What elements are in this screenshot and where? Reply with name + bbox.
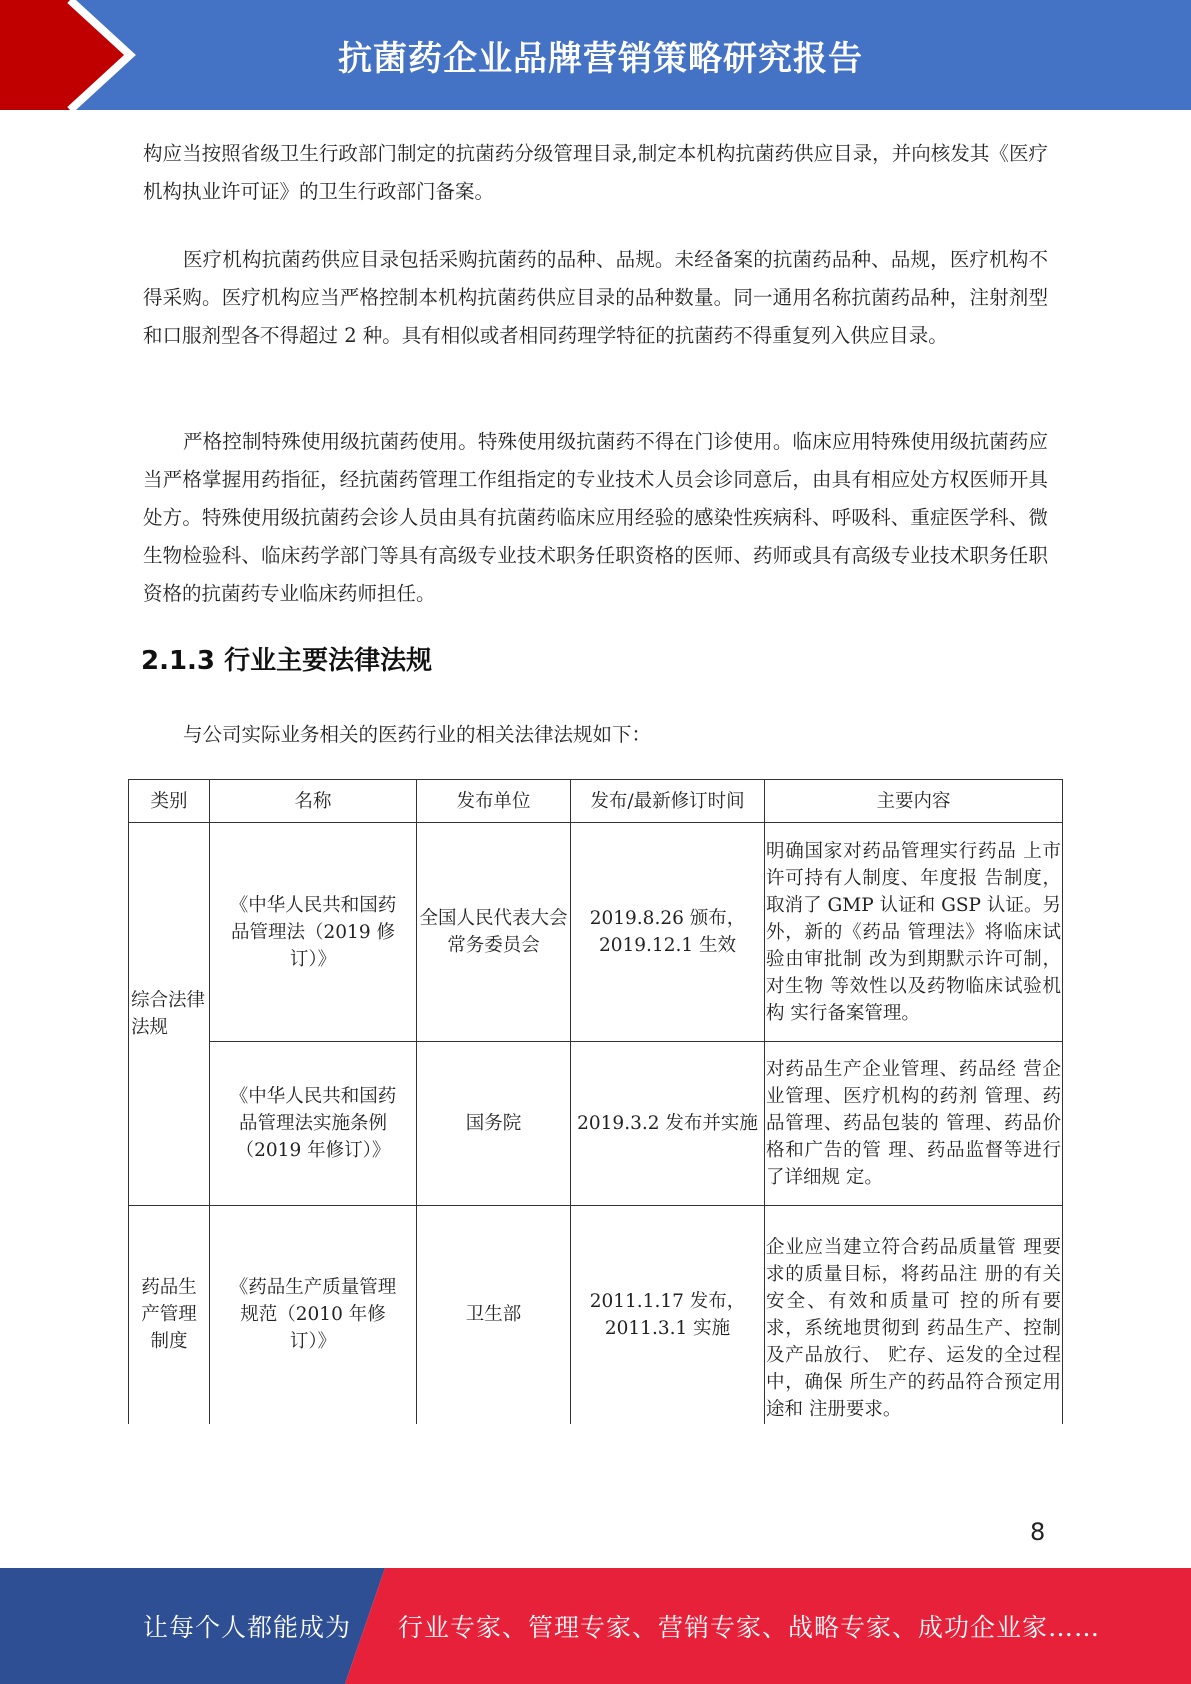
content-cell: 明确国家对药品管理实行药品 上市许可持有人制度、年度报 告制度，取消了 GMP 认证和 GSP 认证。另外，新的《药品 管理法》将临床试验由审批制 改为到期默示许可制，对生物 等效性以及药物临床试验机构 实行备案管理。	[765, 823, 1063, 1042]
law-name-cell: 《中华人民共和国药品管理法实施条例（2019 年修订）》	[210, 1042, 417, 1206]
page-header	[0, 0, 1191, 110]
header-date: 发布/最新修订时间	[571, 780, 765, 823]
law-name-cell: 《中华人民共和国药品管理法（2019 修订）》	[210, 823, 417, 1042]
issuer-cell: 全国人民代表大会常务委员会	[417, 823, 571, 1042]
report-title: 抗菌药企业品牌营销策略研究报告	[338, 38, 863, 79]
content-cell: 对药品生产企业管理、药品经 营企业管理、医疗机构的药剂 管理、药品管理、药品包装的 管理、药品价格和广告的管 理、药品监督等进行了详细规 定。	[765, 1042, 1063, 1206]
law-name-cell: 《药品生产质量管理规范（2010 年修订）》	[210, 1206, 417, 1424]
table-header-row	[129, 780, 1063, 823]
content-cell: 企业应当建立符合药品质量管 理要求的质量目标，将药品注 册的有关安全、有效和质量可 控的所有要求，系统地贯彻到 药品生产、控制及产品放行、 贮存、运发的全过程中，确保 所生产的药品符合预定用途和 注册要求。	[765, 1206, 1063, 1424]
laws-table	[128, 779, 1063, 1424]
header-category: 类别	[129, 780, 210, 823]
issuer-cell: 卫生部	[417, 1206, 571, 1424]
paragraph-2: 医疗机构抗菌药供应目录包括采购抗菌药的品种、品规。未经备案的抗菌药品种、品规，医疗机构不得采购。医疗机构应当严格控制本机构抗菌药供应目录的品种数量。同一通用名称抗菌药品种，注射剂型和口服剂型各不得超过 2 种。具有相似或者相同药理学特征的抗菌药不得重复列入供应目录。	[143, 248, 1048, 347]
header-name: 名称	[210, 780, 417, 823]
table-intro: 与公司实际业务相关的医药行业的相关法律法规如下：	[183, 723, 652, 746]
date-cell: 2019.8.26 颁布，2019.12.1 生效	[571, 823, 765, 1042]
table-row	[129, 1042, 1063, 1206]
table-row	[129, 823, 1063, 1042]
page-footer	[0, 1568, 1191, 1684]
date-cell: 2019.3.2 发布并实施	[571, 1042, 765, 1206]
footer-slogan-left: 让每个人都能成为	[143, 1613, 352, 1642]
date-cell: 2011.1.17 发布，2011.3.1 实施	[571, 1206, 765, 1424]
paragraph-1: 构应当按照省级卫生行政部门制定的抗菌药分级管理目录,制定本机构抗菌药供应目录，并向核发其《医疗机构执业许可证》的卫生行政部门备案。	[143, 142, 1048, 203]
page-number: 8	[1030, 1518, 1046, 1546]
category-cell: 综合法律法规	[129, 823, 210, 1206]
issuer-cell: 国务院	[417, 1042, 571, 1206]
section-heading: 2.1.3 行业主要法律法规	[141, 646, 433, 676]
table-row	[129, 1206, 1063, 1424]
header-content: 主要内容	[765, 780, 1063, 823]
header-issuer: 发布单位	[417, 780, 571, 823]
footer-slogan-right: 行业专家、管理专家、营销专家、战略专家、成功企业家……	[398, 1613, 1101, 1642]
paragraph-3: 严格控制特殊使用级抗菌药使用。特殊使用级抗菌药不得在门诊使用。临床应用特殊使用级抗菌药应当严格掌握用药指征，经抗菌药管理工作组指定的专业技术人员会诊同意后，由具有相应处方权医师开具处方。特殊使用级抗菌药会诊人员由具有抗菌药临床应用经验的感染性疾病科、呼吸科、重症医学科、微生物检验科、临床药学部门等具有高级专业技术职务任职资格的医师、药师或具有高级专业技术职务任职资格的抗菌药专业临床药师担任。	[143, 430, 1048, 605]
category-cell: 药品生产管理制度	[129, 1206, 210, 1424]
